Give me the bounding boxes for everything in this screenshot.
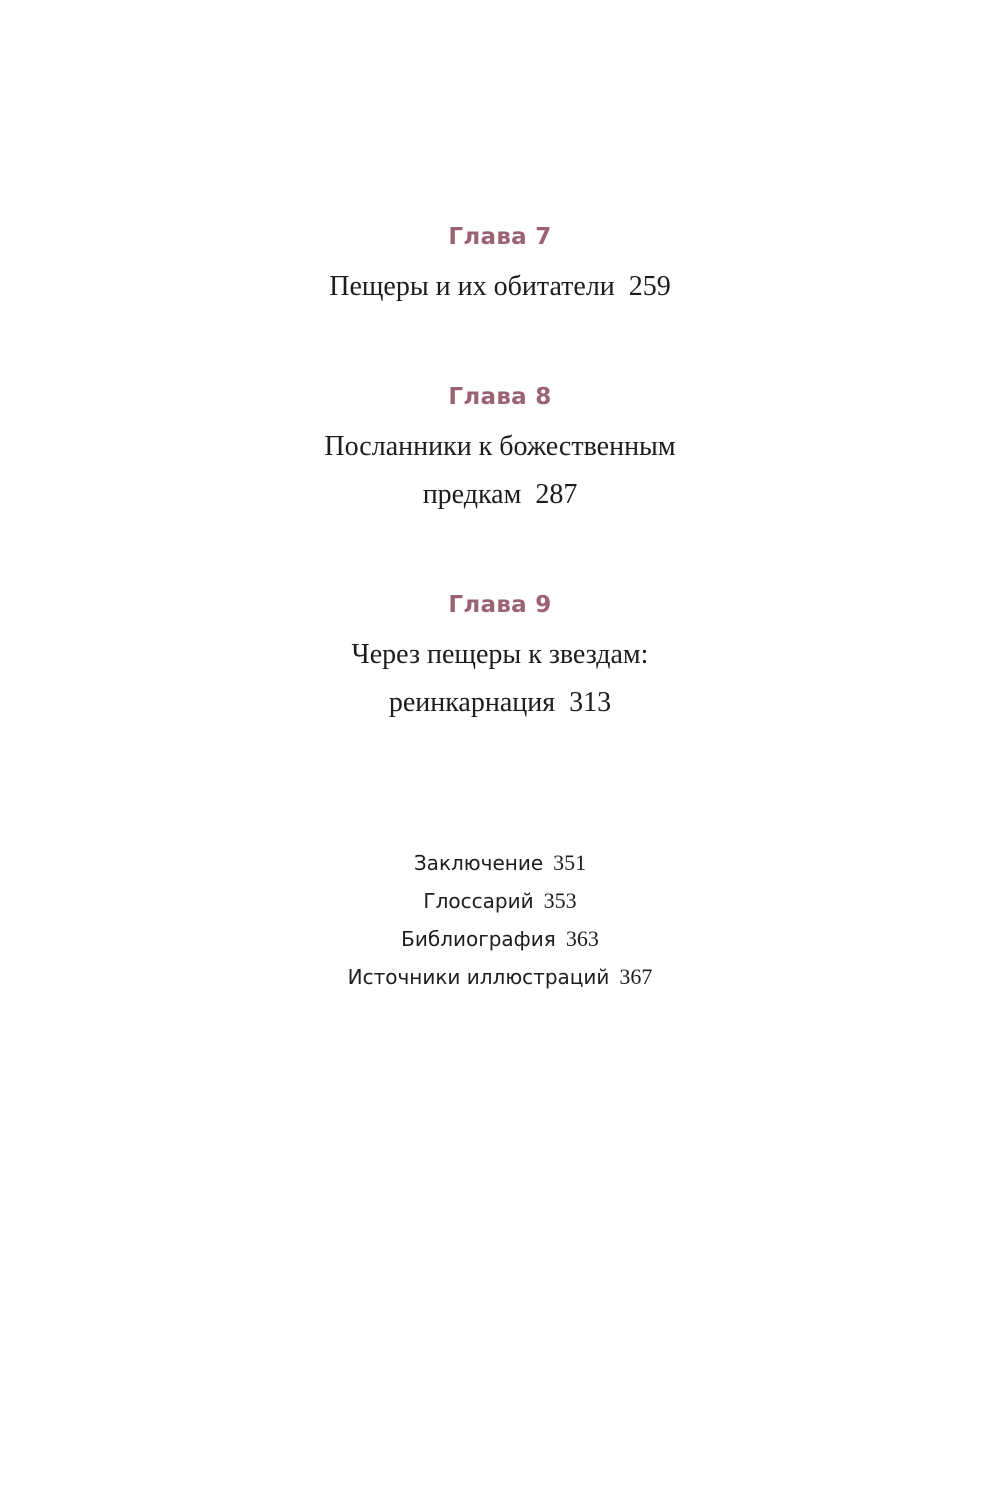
chapter-title-text: предкам xyxy=(422,479,522,510)
page-number: 351 xyxy=(553,850,587,875)
back-matter-list xyxy=(0,844,1000,996)
toc-chapter-9[interactable] xyxy=(0,590,1000,727)
toc-chapter-8[interactable] xyxy=(0,382,1000,519)
page-number: 353 xyxy=(543,888,577,913)
chapter-title-line: Посланники к божественным xyxy=(324,431,676,462)
entry-title: Источники иллюстраций xyxy=(347,965,610,989)
entry-title: Заключение xyxy=(413,851,544,875)
entry-title: Глоссарий xyxy=(423,889,534,913)
page-number: 313 xyxy=(569,687,612,718)
page-number: 363 xyxy=(565,926,599,951)
chapter-title xyxy=(0,423,1000,519)
chapter-label: Глава 8 xyxy=(448,384,552,410)
toc-entry-glossary[interactable] xyxy=(0,882,1000,920)
toc-entry-conclusion[interactable] xyxy=(0,844,1000,882)
page-number: 287 xyxy=(535,479,578,510)
chapter-title-text: реинкарнация xyxy=(388,687,556,718)
toc-chapter-7[interactable] xyxy=(0,222,1000,311)
chapter-title-line xyxy=(0,263,1000,311)
chapter-title xyxy=(0,631,1000,727)
toc-entry-illustration-sources[interactable] xyxy=(0,958,1000,996)
chapter-label: Глава 7 xyxy=(448,224,552,250)
chapter-title-text: Пещеры и их обитатели xyxy=(329,271,615,302)
chapter-label: Глава 9 xyxy=(448,592,552,618)
page-number: 259 xyxy=(628,271,671,302)
entry-title: Библиография xyxy=(401,927,556,951)
page-number: 367 xyxy=(619,964,653,989)
toc-entry-bibliography[interactable] xyxy=(0,920,1000,958)
chapter-title-line xyxy=(0,471,1000,519)
chapter-title-line: Через пещеры к звездам: xyxy=(351,639,649,670)
chapter-title xyxy=(0,263,1000,311)
chapter-title-line xyxy=(0,679,1000,727)
